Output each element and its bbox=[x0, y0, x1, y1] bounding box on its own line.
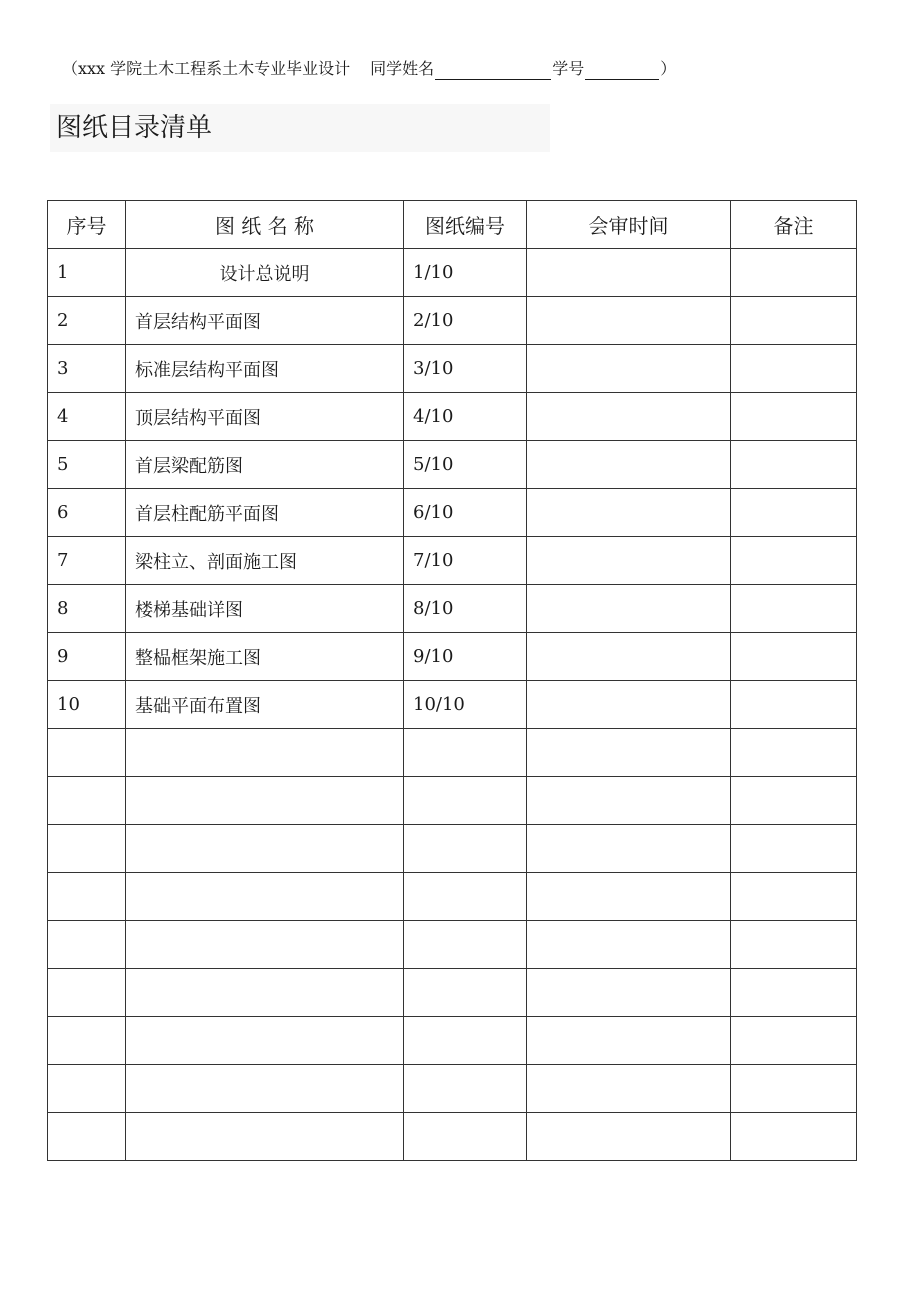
cell-number bbox=[48, 1113, 126, 1161]
column-header-review-date: 会审时间 bbox=[527, 201, 731, 249]
student-id-label: 学号 bbox=[552, 59, 585, 78]
table-row bbox=[48, 297, 857, 345]
table-row bbox=[48, 633, 857, 681]
cell-remarks bbox=[731, 1017, 857, 1065]
cell-drawing-code bbox=[404, 777, 527, 825]
cell-number: 2 bbox=[48, 297, 126, 345]
cell-remarks bbox=[731, 825, 857, 873]
table-row bbox=[48, 249, 857, 297]
cell-remarks bbox=[731, 969, 857, 1017]
drawing-list-table bbox=[47, 200, 857, 1161]
cell-review-date bbox=[527, 969, 731, 1017]
table-row bbox=[48, 825, 857, 873]
cell-drawing-code: 6/10 bbox=[404, 489, 527, 537]
cell-number: 4 bbox=[48, 393, 126, 441]
cell-review-date bbox=[527, 393, 731, 441]
cell-review-date bbox=[527, 1065, 731, 1113]
header-prefix: （xxx 学院土木工程系土木专业毕业设计 bbox=[62, 59, 351, 78]
cell-review-date bbox=[527, 1017, 731, 1065]
cell-review-date bbox=[527, 921, 731, 969]
cell-review-date bbox=[527, 777, 731, 825]
cell-drawing-name bbox=[126, 825, 404, 873]
cell-remarks bbox=[731, 537, 857, 585]
cell-drawing-code: 8/10 bbox=[404, 585, 527, 633]
cell-remarks bbox=[731, 489, 857, 537]
cell-remarks bbox=[731, 729, 857, 777]
cell-drawing-code bbox=[404, 1065, 527, 1113]
page-title: 图纸目录清单 bbox=[56, 113, 213, 143]
cell-drawing-name: 顶层结构平面图 bbox=[126, 393, 404, 441]
table-row bbox=[48, 537, 857, 585]
table-row bbox=[48, 681, 857, 729]
cell-number: 9 bbox=[48, 633, 126, 681]
cell-drawing-code: 3/10 bbox=[404, 345, 527, 393]
cell-remarks bbox=[731, 297, 857, 345]
column-header-remarks: 备注 bbox=[731, 201, 857, 249]
table-row bbox=[48, 1065, 857, 1113]
cell-drawing-name: 首层柱配筋平面图 bbox=[126, 489, 404, 537]
document-header bbox=[62, 58, 676, 80]
cell-drawing-code bbox=[404, 729, 527, 777]
cell-review-date bbox=[527, 489, 731, 537]
cell-drawing-name bbox=[126, 729, 404, 777]
cell-drawing-code bbox=[404, 969, 527, 1017]
table-row bbox=[48, 729, 857, 777]
cell-review-date bbox=[527, 681, 731, 729]
cell-number: 3 bbox=[48, 345, 126, 393]
student-name-blank[interactable] bbox=[435, 61, 551, 80]
cell-drawing-name bbox=[126, 1113, 404, 1161]
cell-drawing-name: 楼梯基础详图 bbox=[126, 585, 404, 633]
cell-drawing-name: 首层梁配筋图 bbox=[126, 441, 404, 489]
cell-drawing-code: 10/10 bbox=[404, 681, 527, 729]
cell-drawing-code bbox=[404, 825, 527, 873]
table-row bbox=[48, 921, 857, 969]
cell-number bbox=[48, 777, 126, 825]
cell-drawing-name bbox=[126, 969, 404, 1017]
table-row bbox=[48, 873, 857, 921]
column-header-drawing-code: 图纸编号 bbox=[404, 201, 527, 249]
cell-drawing-name: 基础平面布置图 bbox=[126, 681, 404, 729]
cell-review-date bbox=[527, 297, 731, 345]
table-row bbox=[48, 345, 857, 393]
column-header-drawing-name: 图 纸 名 称 bbox=[126, 201, 404, 249]
cell-remarks bbox=[731, 393, 857, 441]
cell-drawing-name bbox=[126, 1065, 404, 1113]
cell-remarks bbox=[731, 873, 857, 921]
cell-drawing-code bbox=[404, 873, 527, 921]
table-row bbox=[48, 441, 857, 489]
cell-number: 6 bbox=[48, 489, 126, 537]
cell-review-date bbox=[527, 825, 731, 873]
cell-drawing-code: 2/10 bbox=[404, 297, 527, 345]
cell-remarks bbox=[731, 345, 857, 393]
cell-drawing-name: 标准层结构平面图 bbox=[126, 345, 404, 393]
table-header-row bbox=[48, 201, 857, 249]
header-suffix: ） bbox=[660, 59, 677, 78]
cell-number: 7 bbox=[48, 537, 126, 585]
cell-number bbox=[48, 1065, 126, 1113]
table-row bbox=[48, 969, 857, 1017]
student-name-label: 同学姓名 bbox=[370, 59, 435, 78]
cell-drawing-name bbox=[126, 1017, 404, 1065]
table-row bbox=[48, 1017, 857, 1065]
cell-number: 5 bbox=[48, 441, 126, 489]
cell-drawing-code: 5/10 bbox=[404, 441, 527, 489]
cell-remarks bbox=[731, 1065, 857, 1113]
cell-drawing-name: 梁柱立、剖面施工图 bbox=[126, 537, 404, 585]
cell-drawing-name bbox=[126, 921, 404, 969]
cell-remarks bbox=[731, 921, 857, 969]
table-row bbox=[48, 585, 857, 633]
table-row bbox=[48, 1113, 857, 1161]
cell-remarks bbox=[731, 441, 857, 489]
cell-number bbox=[48, 921, 126, 969]
cell-review-date bbox=[527, 537, 731, 585]
cell-number bbox=[48, 729, 126, 777]
cell-remarks bbox=[731, 681, 857, 729]
cell-number: 8 bbox=[48, 585, 126, 633]
cell-remarks bbox=[731, 585, 857, 633]
table-row bbox=[48, 393, 857, 441]
cell-drawing-code bbox=[404, 921, 527, 969]
cell-drawing-name bbox=[126, 777, 404, 825]
cell-drawing-code: 9/10 bbox=[404, 633, 527, 681]
cell-number bbox=[48, 825, 126, 873]
cell-number bbox=[48, 969, 126, 1017]
cell-drawing-name: 整榀框架施工图 bbox=[126, 633, 404, 681]
title-band bbox=[50, 104, 550, 152]
column-header-number: 序号 bbox=[48, 201, 126, 249]
cell-drawing-name: 设计总说明 bbox=[126, 249, 404, 297]
table-row bbox=[48, 777, 857, 825]
cell-drawing-code: 1/10 bbox=[404, 249, 527, 297]
cell-number: 1 bbox=[48, 249, 126, 297]
cell-remarks bbox=[731, 633, 857, 681]
cell-remarks bbox=[731, 1113, 857, 1161]
cell-drawing-code bbox=[404, 1017, 527, 1065]
cell-drawing-name bbox=[126, 873, 404, 921]
cell-remarks bbox=[731, 777, 857, 825]
student-id-blank[interactable] bbox=[585, 61, 659, 80]
cell-review-date bbox=[527, 873, 731, 921]
cell-drawing-code: 7/10 bbox=[404, 537, 527, 585]
cell-drawing-code bbox=[404, 1113, 527, 1161]
cell-review-date bbox=[527, 249, 731, 297]
table-body bbox=[48, 249, 857, 1161]
cell-remarks bbox=[731, 249, 857, 297]
cell-drawing-name: 首层结构平面图 bbox=[126, 297, 404, 345]
cell-number bbox=[48, 1017, 126, 1065]
cell-number bbox=[48, 873, 126, 921]
cell-review-date bbox=[527, 1113, 731, 1161]
cell-review-date bbox=[527, 729, 731, 777]
cell-drawing-code: 4/10 bbox=[404, 393, 527, 441]
cell-number: 10 bbox=[48, 681, 126, 729]
cell-review-date bbox=[527, 345, 731, 393]
cell-review-date bbox=[527, 585, 731, 633]
cell-review-date bbox=[527, 441, 731, 489]
table-row bbox=[48, 489, 857, 537]
cell-review-date bbox=[527, 633, 731, 681]
